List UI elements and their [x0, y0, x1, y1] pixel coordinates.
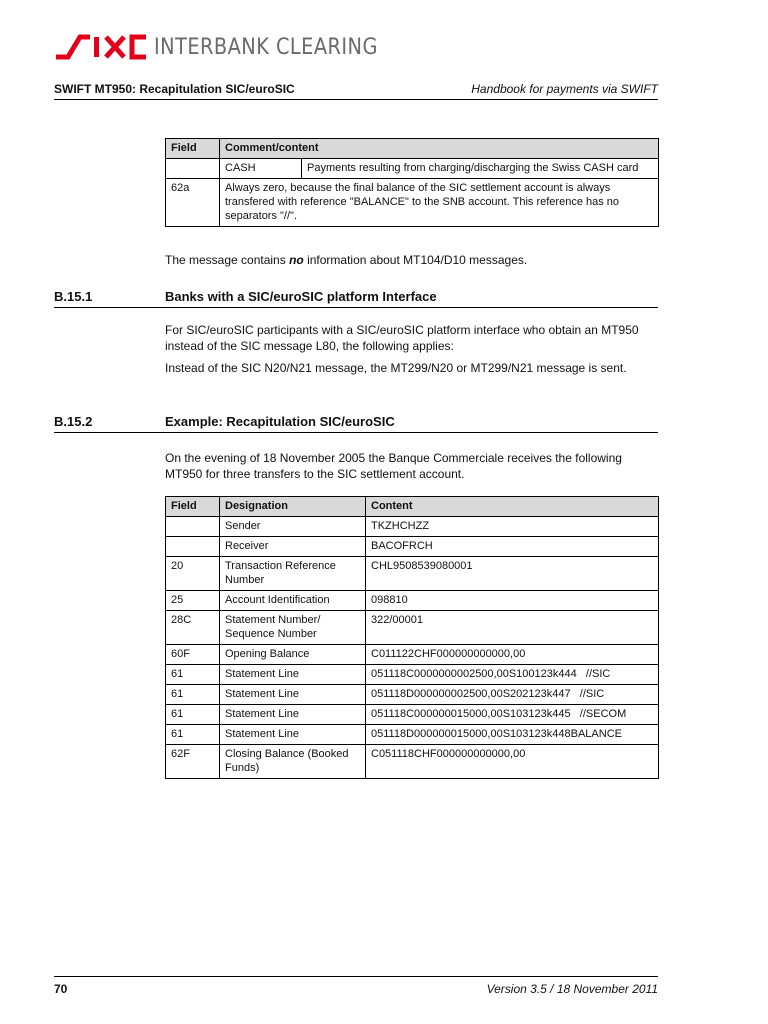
- table-row: [166, 665, 659, 685]
- document-handbook-title: Handbook for payments via SWIFT: [471, 82, 658, 96]
- cell-designation: Sender: [220, 517, 366, 537]
- section-title: Banks with a SIC/euroSIC platform Interface: [165, 289, 437, 304]
- table-row: [166, 705, 659, 725]
- cell-designation: Opening Balance: [220, 645, 366, 665]
- cell-designation: Account Identification: [220, 591, 366, 611]
- section-number: B.15.1: [54, 289, 93, 304]
- table-header-row: [166, 497, 659, 517]
- section-title: Example: Recapitulation SIC/euroSIC: [165, 414, 395, 429]
- six-logo-mark-icon: [54, 33, 148, 61]
- logo-text: INTERBANK CLEARING: [154, 34, 378, 60]
- cell-field: 62F: [166, 745, 220, 779]
- six-logo: [54, 30, 408, 64]
- cell-field: [166, 537, 220, 557]
- cell-field: [166, 517, 220, 537]
- cell-content: C011122CHF000000000000,00: [366, 645, 659, 665]
- field-comment-table: [165, 138, 659, 227]
- section-paragraph: On the evening of 18 November 2005 the Banque Commerciale receives the following MT950 for three transfers to the SIC settlement account.: [165, 451, 622, 481]
- cell-designation: Statement Line: [220, 725, 366, 745]
- cell-designation: Receiver: [220, 537, 366, 557]
- page-number: 70: [54, 982, 68, 996]
- note-text-before: The message contains: [165, 253, 290, 267]
- cell-content: CHL9508539080001: [366, 557, 659, 591]
- table-row: [166, 537, 659, 557]
- cell-content: Always zero, because the final balance of the SIC settlement account is always transfered with reference "BALANCE" to the SNB account. This reference has no separators "//".: [220, 179, 659, 227]
- section-divider: [54, 432, 658, 433]
- cell-field: 61: [166, 665, 220, 685]
- header-designation: Designation: [220, 497, 366, 517]
- section-paragraph: For SIC/euroSIC participants with a SIC/euroSIC platform interface who obtain an MT950 instead of the SIC message L80, the following applies:: [165, 323, 639, 353]
- cell-content: C051118CHF000000000000,00: [366, 745, 659, 779]
- header-divider: [54, 99, 658, 100]
- section-divider: [54, 307, 658, 308]
- cell-field: 61: [166, 725, 220, 745]
- cell-designation: Statement Line: [220, 685, 366, 705]
- cell-field: 62a: [166, 179, 220, 227]
- header-field: Field: [166, 139, 220, 159]
- cell-field: 60F: [166, 645, 220, 665]
- section-paragraph: Instead of the SIC N20/N21 message, the MT299/N20 or MT299/N21 message is sent.: [165, 361, 627, 375]
- cell-designation: Statement Line: [220, 705, 366, 725]
- cell-field: 61: [166, 705, 220, 725]
- header-content: Content: [366, 497, 659, 517]
- version-info: Version 3.5 / 18 November 2011: [486, 982, 658, 996]
- table-row: [166, 179, 659, 227]
- cell-designation: Closing Balance (Booked Funds): [220, 745, 366, 779]
- cell-content: 322/00001: [366, 611, 659, 645]
- table-row: [166, 685, 659, 705]
- cell-content: 051118C000000015000,00S103123k445 //SECOM: [366, 705, 659, 725]
- cell-content: 051118C0000000002500,00S100123k444 //SIC: [366, 665, 659, 685]
- footer-divider: [54, 976, 658, 977]
- table-row: [166, 725, 659, 745]
- cell-content: Payments resulting from charging/discharging the Swiss CASH card: [302, 159, 659, 179]
- note-text-after: information about MT104/D10 messages.: [303, 253, 528, 267]
- table-row: [166, 159, 659, 179]
- cell-content: 051118D000000002500,00S202123k447 //SIC: [366, 685, 659, 705]
- cell-sub: CASH: [220, 159, 302, 179]
- cell-designation: Statement Number/ Sequence Number: [220, 611, 366, 645]
- cell-content: TKZHCHZZ: [366, 517, 659, 537]
- table-row: [166, 645, 659, 665]
- header-field: Field: [166, 497, 220, 517]
- cell-content: BACOFRCH: [366, 537, 659, 557]
- section-number: B.15.2: [54, 414, 93, 429]
- note-emphasis: no: [289, 253, 304, 267]
- cell-field: [166, 159, 220, 179]
- cell-designation: Statement Line: [220, 665, 366, 685]
- cell-field: 20: [166, 557, 220, 591]
- cell-designation: Transaction Reference Number: [220, 557, 366, 591]
- cell-content: 051118D000000015000,00S103123k448BALANCE: [366, 725, 659, 745]
- table-row: [166, 591, 659, 611]
- mt104-note: [165, 252, 659, 268]
- cell-field: 25: [166, 591, 220, 611]
- table-row: [166, 745, 659, 779]
- cell-content: 098810: [366, 591, 659, 611]
- table-row: [166, 611, 659, 645]
- header-comment-content: Comment/content: [220, 139, 659, 159]
- mt950-example-table: [165, 496, 659, 779]
- cell-field: 28C: [166, 611, 220, 645]
- table-header-row: [166, 139, 659, 159]
- document-section-title: SWIFT MT950: Recapitulation SIC/euroSIC: [54, 82, 295, 96]
- cell-field: 61: [166, 685, 220, 705]
- table-row: [166, 517, 659, 537]
- table-row: [166, 557, 659, 591]
